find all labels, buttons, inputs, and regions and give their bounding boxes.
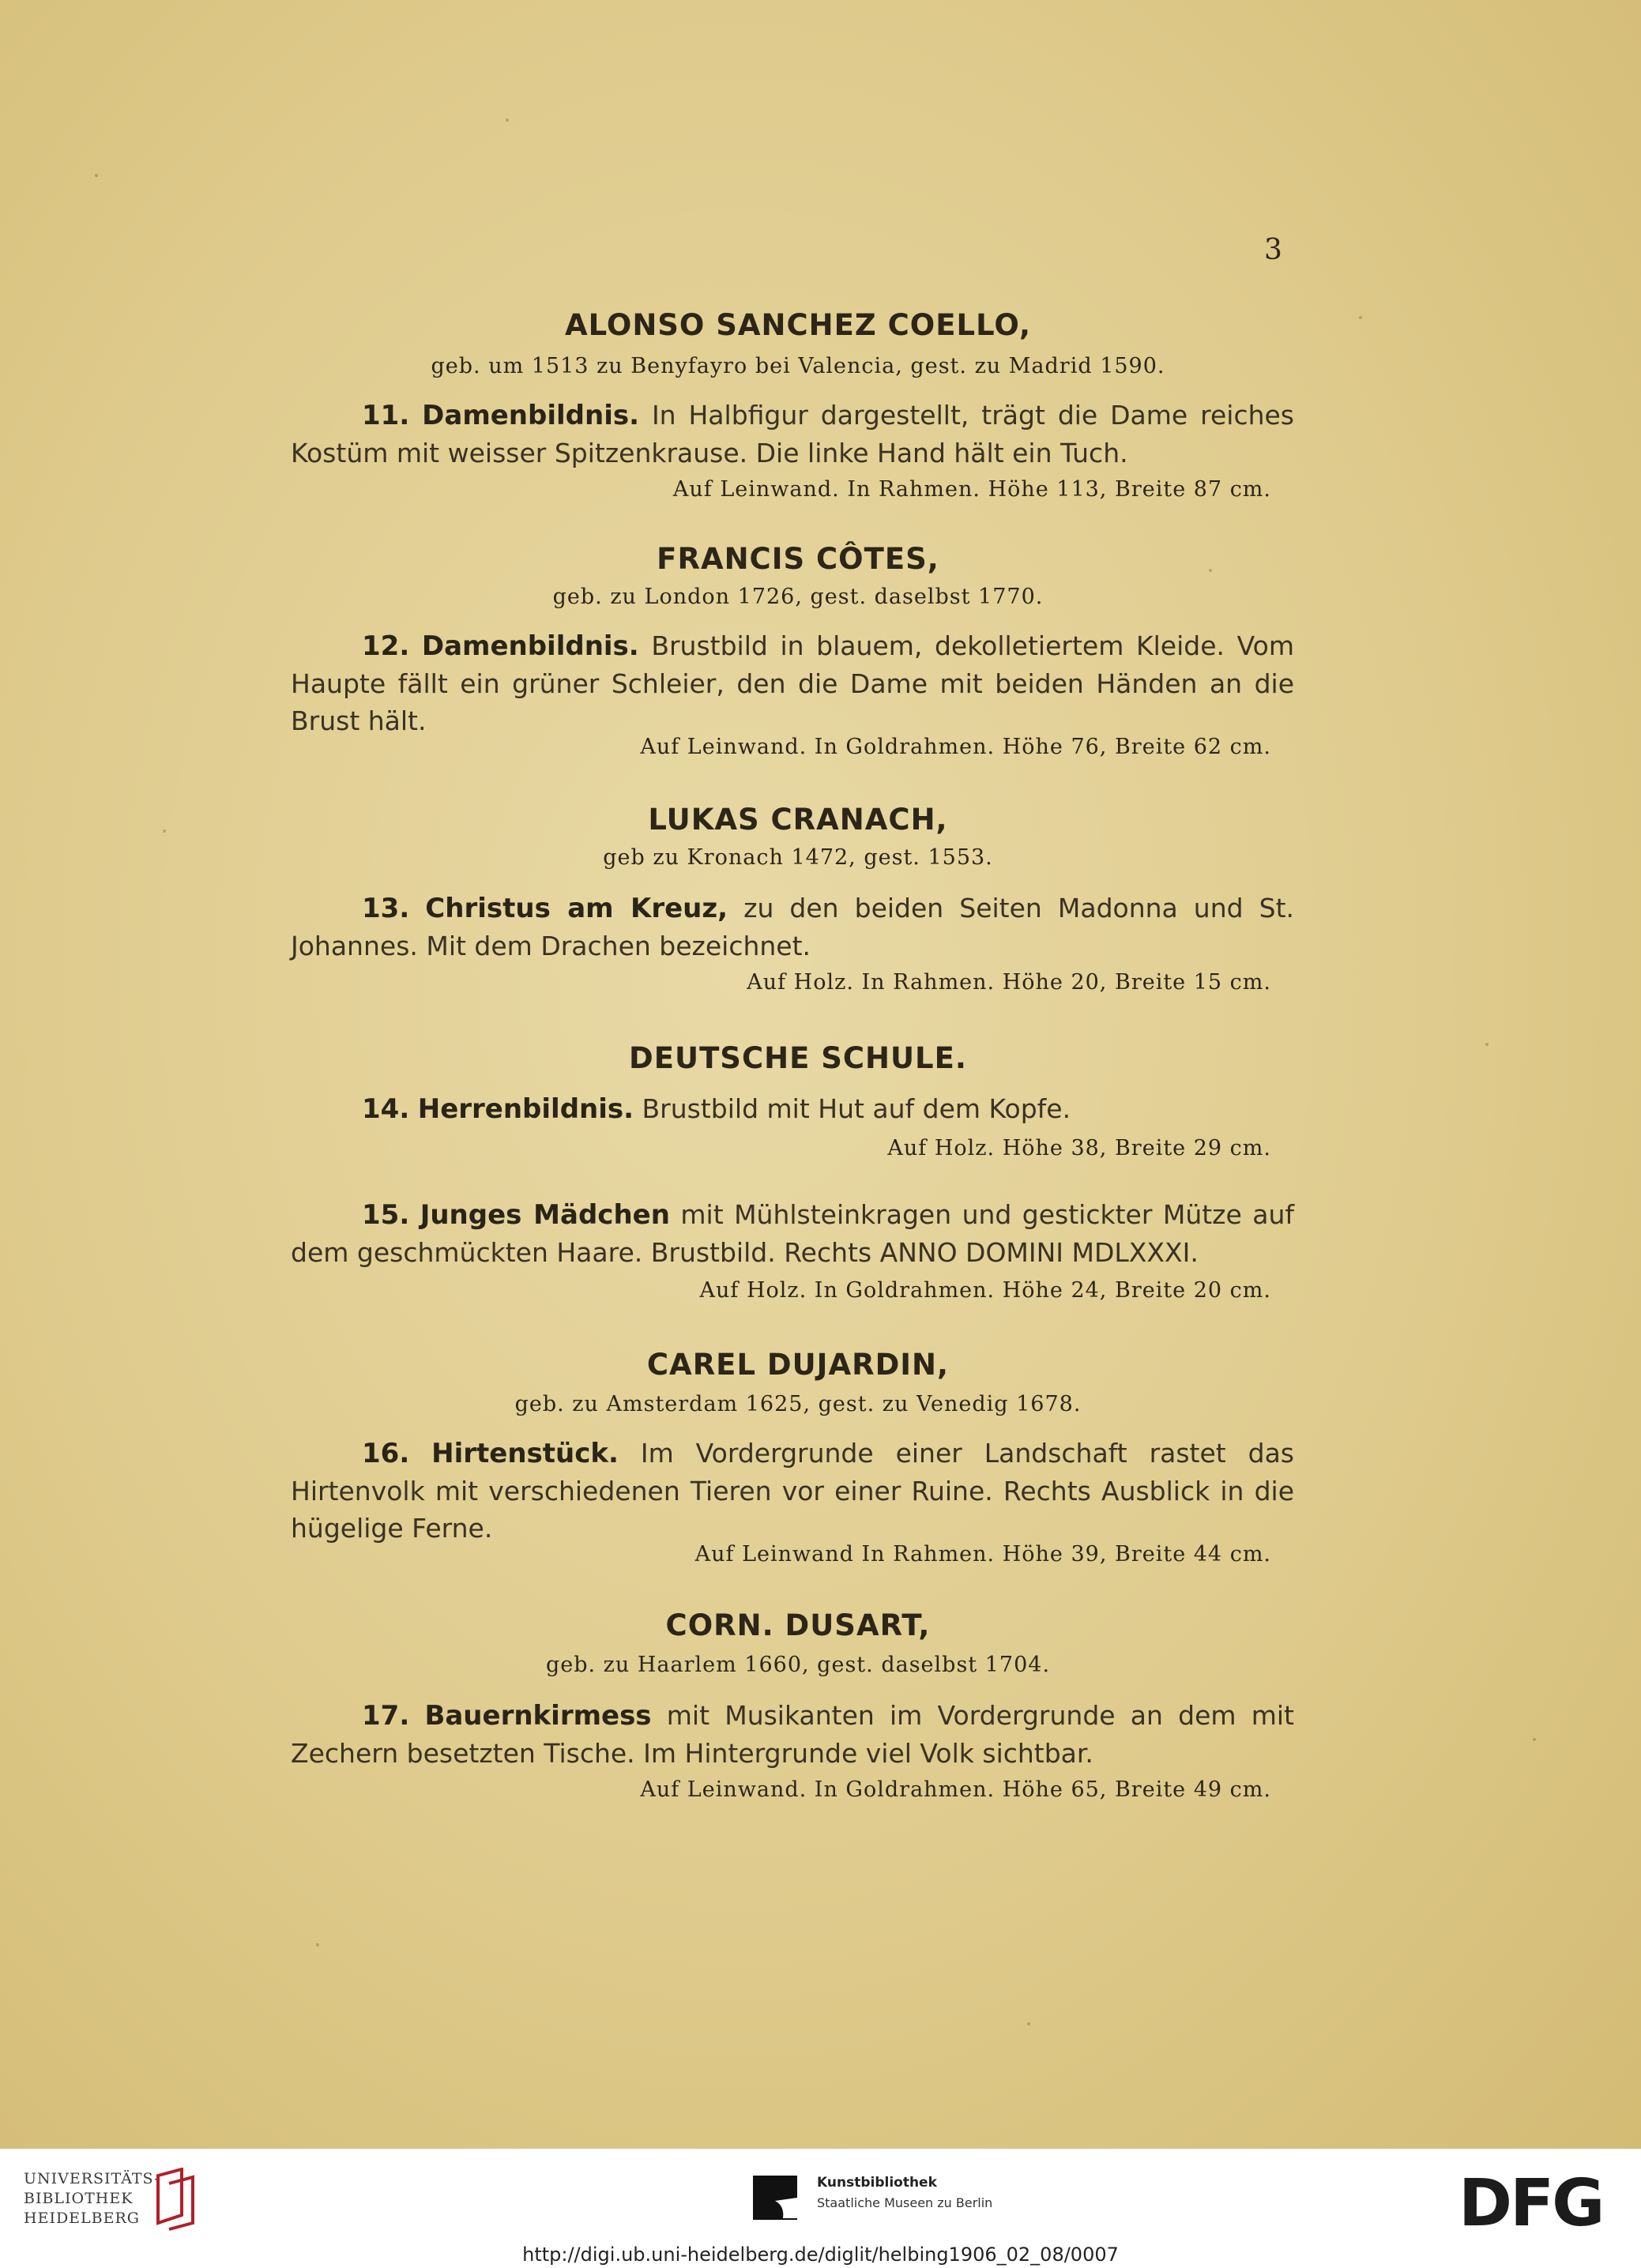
entry-description: mit Musikanten im Vordergrunde an dem mit Zechern besetzten Tische. Im Hintergrunde viel Volk sichtbar. bbox=[291, 1700, 1294, 1769]
entry-medium: Auf Leinwand. In Rahmen. Höhe 113, Breite 87 cm. bbox=[672, 477, 1271, 502]
artist-heading: ALONSO SANCHEZ COELLO, bbox=[564, 308, 1032, 342]
artist-bio: geb. zu Haarlem 1660, gest. daselbst 1704. bbox=[545, 1653, 1051, 1677]
ub-logo-line: UNIVERSITÄTS- bbox=[24, 2170, 160, 2187]
entry-title: Junges Mädchen bbox=[420, 1199, 670, 1231]
entry-description: mit Mühlsteinkragen und gestickter Mütze auf dem geschmückten Haare. Brustbild. Rechts ANNO DOMINI MDLXXXI. bbox=[291, 1199, 1294, 1268]
catalog-entry-15 bbox=[291, 1196, 1294, 1271]
catalog-entry-17 bbox=[291, 1697, 1294, 1772]
ub-heidelberg-logo[interactable] bbox=[24, 2169, 160, 2229]
entry-title: Christus am Kreuz, bbox=[425, 893, 728, 924]
artist-bio: geb. zu Amsterdam 1625, gest. zu Venedig 1678. bbox=[514, 1392, 1082, 1416]
entry-title: Hirtenstück. bbox=[431, 1438, 619, 1469]
artist-bio: geb. um 1513 zu Benyfayro bei Valencia, gest. zu Madrid 1590. bbox=[431, 354, 1165, 378]
ub-logo-icon bbox=[150, 2168, 201, 2231]
entry-medium: Auf Leinwand In Rahmen. Höhe 39, Breite 44 cm. bbox=[694, 1542, 1271, 1567]
artist-heading: CAREL DUJARDIN, bbox=[646, 1348, 950, 1382]
paper-speck bbox=[506, 118, 509, 122]
entry-medium: Auf Holz. Höhe 38, Breite 29 cm. bbox=[887, 1136, 1271, 1160]
catalog-entry-13 bbox=[291, 890, 1294, 965]
entry-title: Bauernkirmess bbox=[424, 1700, 652, 1732]
kunstbibliothek-logo-icon bbox=[751, 2174, 799, 2221]
dfg-logo[interactable]: DFG bbox=[1458, 2166, 1603, 2241]
artist-heading: FRANCIS CÔTES, bbox=[657, 542, 939, 576]
entry-title: Herrenbildnis. bbox=[417, 1093, 634, 1125]
artist-heading: LUKAS CRANACH, bbox=[648, 803, 948, 837]
page-number: 3 bbox=[1264, 234, 1282, 266]
entry-description: Brustbild in blauem, dekolletiertem Kleide. Vom Haupte fällt ein grüner Schleier, den die Dame mit beiden Händen an die Brust hält. bbox=[291, 630, 1294, 736]
ub-logo-line: BIBLIOTHEK bbox=[24, 2190, 134, 2207]
entry-medium: Auf Leinwand. In Goldrahmen. Höhe 76, Breite 62 cm. bbox=[640, 735, 1271, 759]
paper-speck bbox=[1485, 1043, 1489, 1046]
catalog-entry-14 bbox=[291, 1090, 1294, 1128]
paper-speck bbox=[1533, 1738, 1536, 1741]
entry-title: Damenbildnis. bbox=[422, 400, 640, 431]
entry-number: 14. bbox=[362, 1093, 410, 1125]
entry-description: Im Vordergrunde einer Landschaft rastet das Hirtenvolk mit verschiedenen Tieren vor einer Ruine. Rechts Ausblick in die hügelige Ferne. bbox=[291, 1438, 1294, 1544]
paper-speck bbox=[163, 829, 166, 833]
entry-description: zu den beiden Seiten Madonna und St. Johannes. Mit dem Drachen bezeichnet. bbox=[291, 893, 1295, 961]
ub-logo-line: HEIDELBERG bbox=[24, 2210, 140, 2227]
entry-number: 17. bbox=[362, 1700, 410, 1732]
catalog-entry-16 bbox=[291, 1435, 1294, 1547]
entry-medium: Auf Holz. In Goldrahmen. Höhe 24, Breite 20 cm. bbox=[699, 1278, 1271, 1303]
paper-speck bbox=[1359, 316, 1362, 319]
artist-heading: DEUTSCHE SCHULE. bbox=[629, 1041, 967, 1075]
artist-bio: geb zu Kronach 1472, gest. 1553. bbox=[603, 845, 993, 870]
kunstbibliothek-title[interactable]: Kunstbibliothek bbox=[817, 2175, 937, 2191]
entry-number: 11. bbox=[362, 400, 410, 431]
kunstbibliothek-subtitle: Staatliche Museen zu Berlin bbox=[817, 2195, 993, 2210]
paper-speck bbox=[1209, 569, 1212, 572]
entry-medium: Auf Leinwand. In Goldrahmen. Höhe 65, Breite 49 cm. bbox=[640, 1777, 1271, 1802]
entry-description: Brustbild mit Hut auf dem Kopfe. bbox=[642, 1093, 1071, 1124]
entry-number: 12. bbox=[362, 630, 410, 662]
entry-number: 13. bbox=[362, 893, 410, 924]
entry-medium: Auf Holz. In Rahmen. Höhe 20, Breite 15 cm. bbox=[747, 970, 1271, 995]
catalog-entry-12 bbox=[291, 627, 1294, 739]
paper-speck bbox=[1027, 2022, 1030, 2025]
entry-description: In Halbfigur dargestellt, trägt die Dame reiches Kostüm mit weisser Spitzenkrause. Die linke Hand hält ein Tuch. bbox=[291, 400, 1295, 468]
entry-number: 15. bbox=[362, 1199, 410, 1231]
permalink-url[interactable]: http://digi.ub.uni-heidelberg.de/diglit/helbing1906_02_08/0007 bbox=[522, 2244, 1119, 2266]
entry-title: Damenbildnis. bbox=[421, 630, 639, 662]
artist-bio: geb. zu London 1726, gest. daselbst 1770. bbox=[552, 585, 1044, 609]
paper-speck bbox=[316, 1943, 319, 1946]
artist-heading: CORN. DUSART, bbox=[665, 1608, 931, 1642]
paper-speck bbox=[95, 174, 98, 177]
catalog-entry-11 bbox=[291, 397, 1294, 472]
entry-number: 16. bbox=[362, 1438, 410, 1469]
